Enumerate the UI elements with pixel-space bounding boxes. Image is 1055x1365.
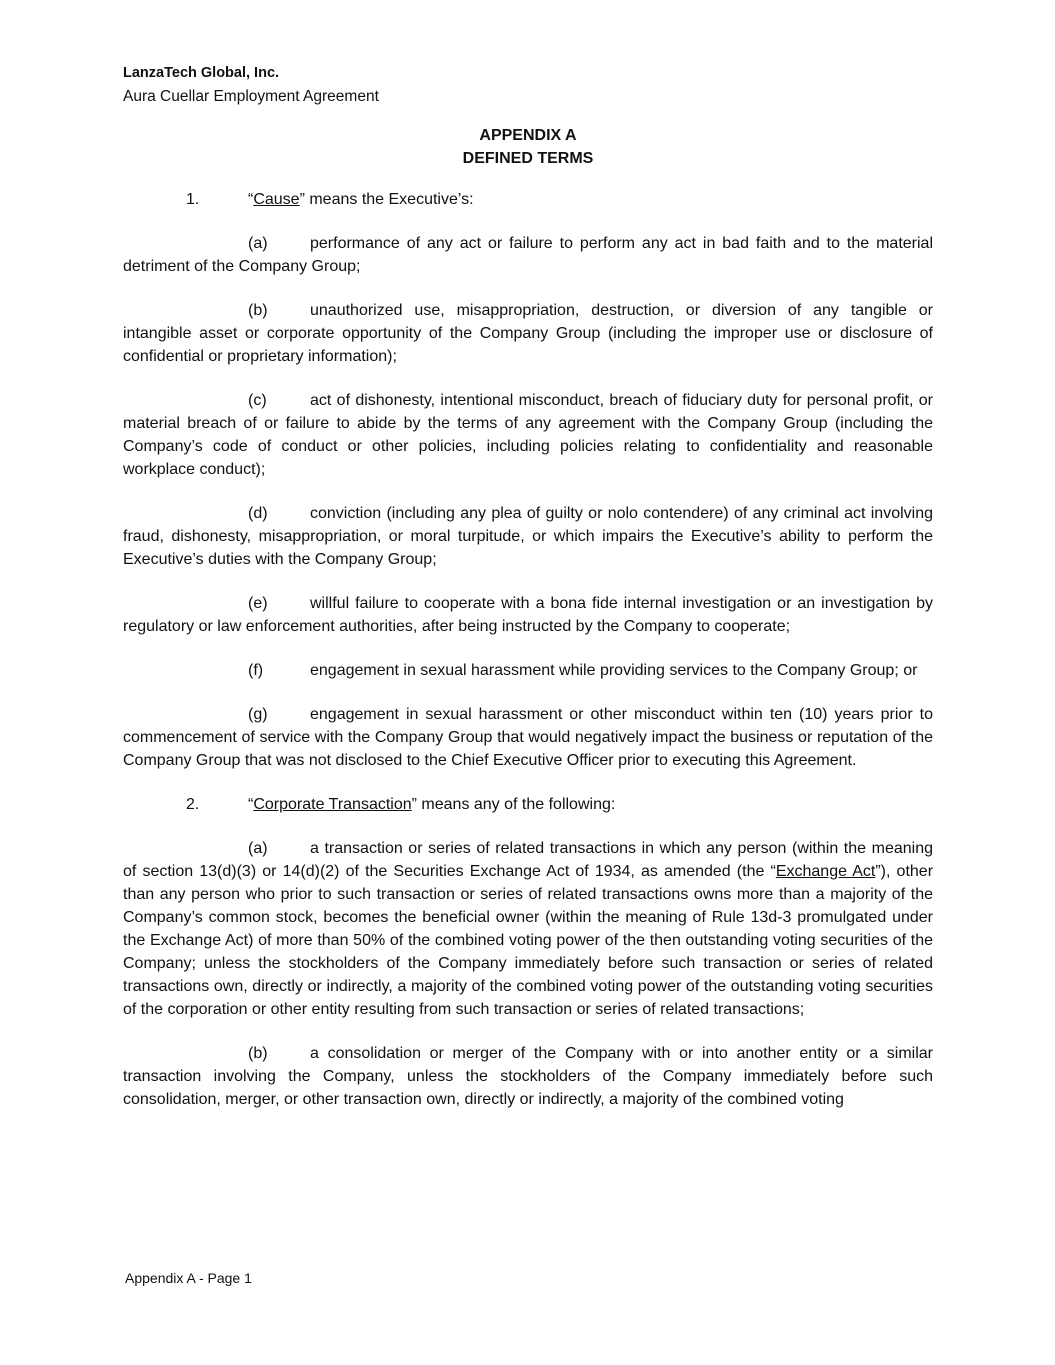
defined-terms-title: DEFINED TERMS	[462, 150, 594, 167]
clause-label: (e)	[248, 595, 268, 612]
open-quote: “	[248, 191, 254, 208]
clause-1e	[123, 592, 933, 638]
defined-term-cause: Cause	[253, 191, 300, 208]
section-number: 2.	[186, 796, 200, 813]
appendix-heading	[123, 124, 933, 170]
agreement-title: Aura Cuellar Employment Agreement	[123, 88, 379, 105]
clause-label: (b)	[248, 1045, 268, 1062]
clause-label: (g)	[248, 706, 268, 723]
clause-2a	[123, 837, 933, 1021]
term-definition-intro: ” means any of the following:	[411, 796, 616, 813]
defined-term-corporate-transaction: Corporate Transaction	[253, 796, 412, 813]
clause-1f	[123, 659, 933, 682]
appendix-title: APPENDIX A	[479, 127, 577, 144]
clause-text-before: a transaction or series of related transactions in which any person (within the meaning of section 13(d)(3) or 14(d)(2) of the Securities Exchange Act of 1934, as amended (the “	[123, 840, 933, 880]
clause-text: performance of any act or failure to perform any act in bad faith and to the material detriment of the Company Group;	[123, 235, 933, 275]
clause-2b	[123, 1042, 933, 1111]
document-header	[123, 62, 379, 108]
clause-1c	[123, 389, 933, 481]
clause-label: (f)	[248, 662, 264, 679]
clause-text: unauthorized use, misappropriation, destruction, or diversion of any tangible or intangible asset or corporate opportunity of the Company Group (including the improper use or disclosure of confidential or proprietary information);	[123, 302, 933, 365]
clause-label: (a)	[248, 235, 268, 252]
clause-text: a consolidation or merger of the Company with or into another entity or a similar transaction involving the Company, unless the stockholders of the Company immediately before such consolidation, merger, or other transaction own, directly or indirectly, a majority of the combined voting	[123, 1045, 933, 1108]
clause-text: engagement in sexual harassment or other misconduct within ten (10) years prior to commencement of service with the Company Group that would negatively impact the business or reputation of the Company Group that was not disclosed to the Chief Executive Officer prior to executing this Agreement.	[123, 706, 933, 769]
clause-label: (c)	[248, 392, 267, 409]
clause-text: engagement in sexual harassment while providing services to the Company Group; or	[310, 662, 918, 679]
clause-label: (d)	[248, 505, 268, 522]
section-cause-heading	[123, 188, 933, 211]
clause-label: (a)	[248, 840, 268, 857]
clause-text: conviction (including any plea of guilty or nolo contendere) of any criminal act involving fraud, dishonesty, misappropriation, or moral turpitude, or which impairs the Executive’s ability to perform the Executive’s duties with the Company Group;	[123, 505, 933, 568]
page-footer: Appendix A - Page 1	[125, 1270, 252, 1286]
clause-text: willful failure to cooperate with a bona fide internal investigation or an investigation by regulatory or law enforcement authorities, after being instructed by the Company to cooperate;	[123, 595, 933, 635]
clause-1a	[123, 232, 933, 278]
clause-text: act of dishonesty, intentional misconduct, breach of fiduciary duty for personal profit, or material breach of or failure to abide by the terms of any agreement with the Company Group (including the Company’s code of conduct or other policies, including policies relating to confidentiality and reasonable workplace conduct);	[123, 392, 933, 478]
company-name: LanzaTech Global, Inc.	[123, 65, 280, 81]
document-body	[123, 188, 933, 1132]
term-definition-intro: ” means the Executive’s:	[299, 191, 474, 208]
clause-text-after: ”), other than any person who prior to such transaction or series of related transactions owns more than a majority of the Company’s common stock, becomes the beneficial owner (within the meaning of Rule 13d-3 promulgated under the Exchange Act) of more than 50% of the combined voting power of the then outstanding voting securities of the Company; unless the stockholders of the Company immediately before such transaction or series of related transactions own, directly or indirectly, a majority of the combined voting power of the outstanding voting securities of the corporation or other entity resulting from such transaction or series of related transactions;	[123, 863, 934, 1018]
open-quote: “	[248, 796, 254, 813]
section-corporate-transaction-heading	[123, 793, 933, 816]
section-number: 1.	[186, 191, 200, 208]
clause-label: (b)	[248, 302, 268, 319]
clause-1d	[123, 502, 933, 571]
clause-1g	[123, 703, 933, 772]
clause-1b	[123, 299, 933, 368]
defined-term-exchange-act: Exchange Act	[775, 863, 876, 880]
